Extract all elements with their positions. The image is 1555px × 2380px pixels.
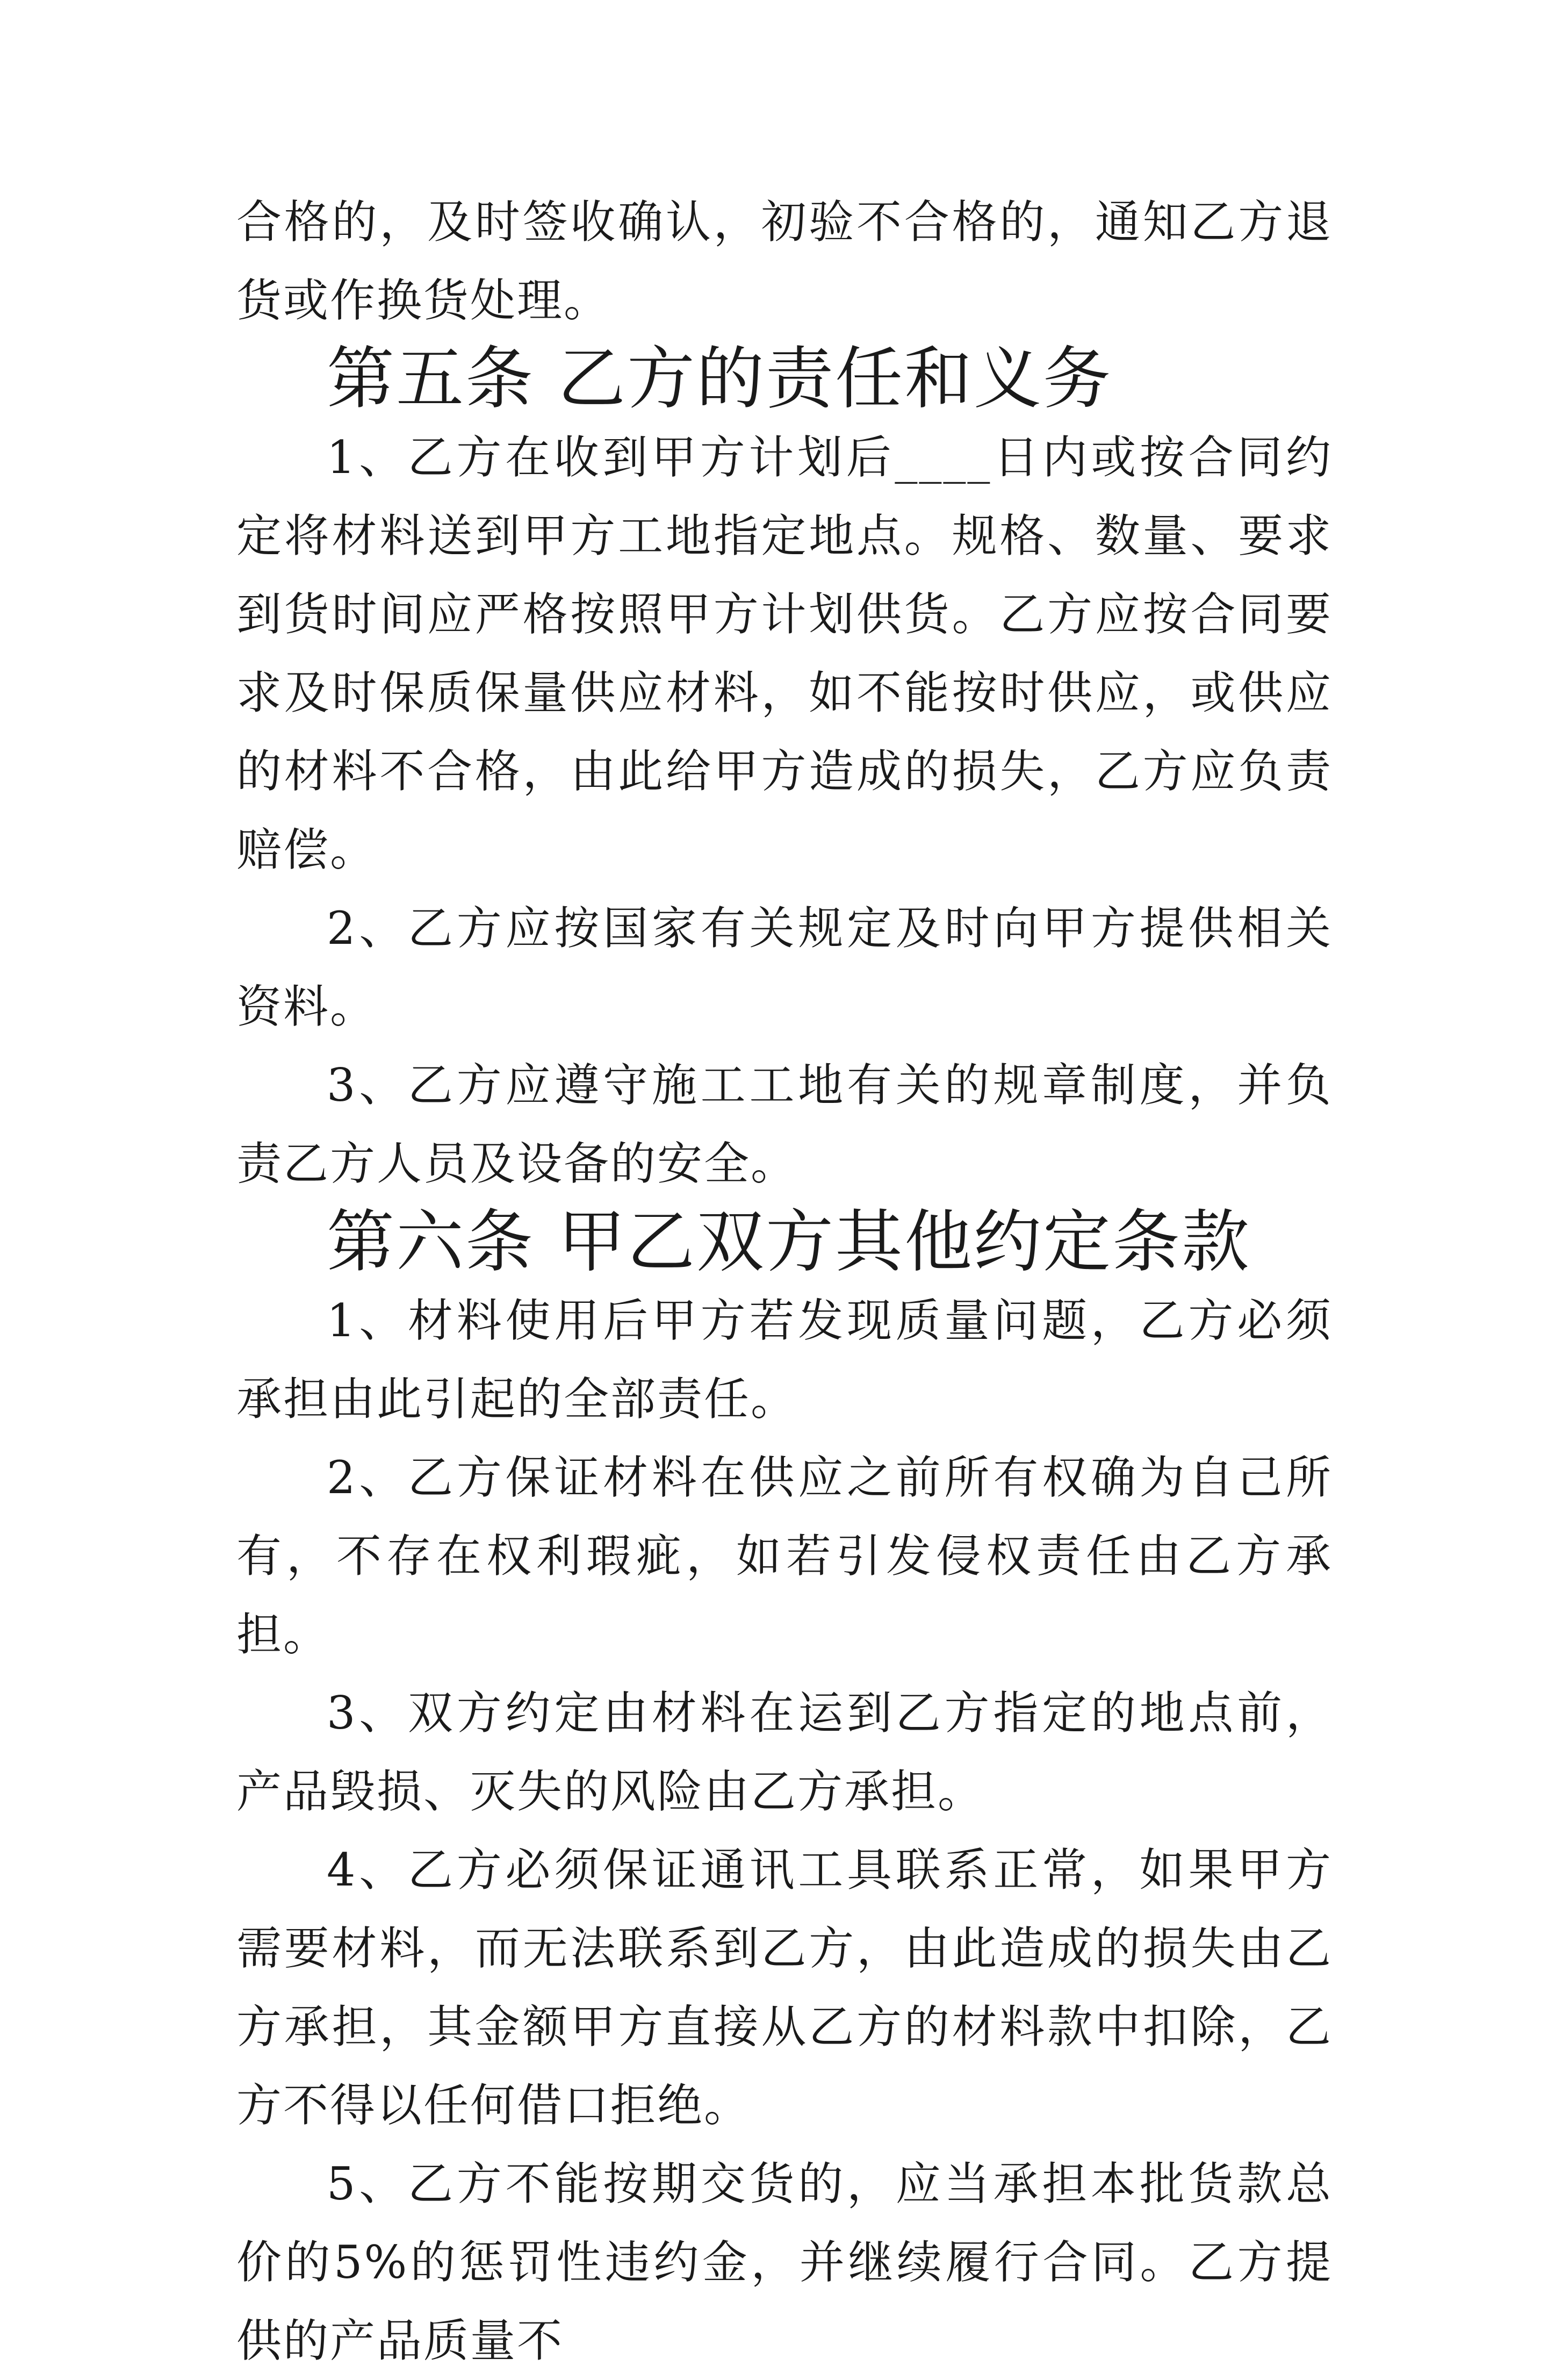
article-6-clause-3: 3、双方约定由材料在运到乙方指定的地点前，产品毁损、灭失的风险由乙方承担。 <box>236 1687 1333 1818</box>
article-5-heading: 第五条 乙方的责任和义务 <box>327 339 1113 418</box>
article-6-clause-2: 2、乙方保证材料在供应之前所有权确为自己所有，不存在权利瑕疵，如若引发侵权责任由乙方承担。 <box>236 1451 1333 1661</box>
article-6-clause-4: 4、乙方必须保证通讯工具联系正常，如果甲方需要材料，而无法联系到乙方，由此造成的损失由乙方承担，其金额甲方直接从乙方的材料款中扣除，乙方不得以任何借口拒绝。 <box>236 1844 1333 2132</box>
article-5-clause-2: 2、乙方应按国家有关规定及时向甲方提供相关资料。 <box>236 902 1333 1033</box>
article-5-clause-1: 1、乙方在收到甲方计划后____日内或按合同约定将材料送到甲方工地指定地点。规格、数量、要求到货时间应严格按照甲方计划供货。乙方应按合同要求及时保质保量供应材料，如不能按时供应，或供应的材料不合格，由此给甲方造成的损失，乙方应负责赔偿。 <box>236 431 1333 876</box>
article-6-clause-5: 5、乙方不能按期交货的，应当承担本批货款总价的5%的惩罚性违约金，并继续履行合同。乙方提供的产品质量不 <box>236 2157 1333 2367</box>
article-5-clause-3: 3、乙方应遵守施工工地有关的规章制度，并负责乙方人员及设备的安全。 <box>236 1059 1333 1190</box>
article-6-heading: 第六条 甲乙双方其他约定条款 <box>327 1202 1251 1281</box>
article-6-clause-1: 1、材料使用后甲方若发现质量问题，乙方必须承担由此引起的全部责任。 <box>236 1294 1333 1425</box>
paragraph-continuation: 合格的，及时签收确认，初验不合格的，通知乙方退货或作换货处理。 <box>236 196 1333 327</box>
document-page <box>236 183 1333 2380</box>
